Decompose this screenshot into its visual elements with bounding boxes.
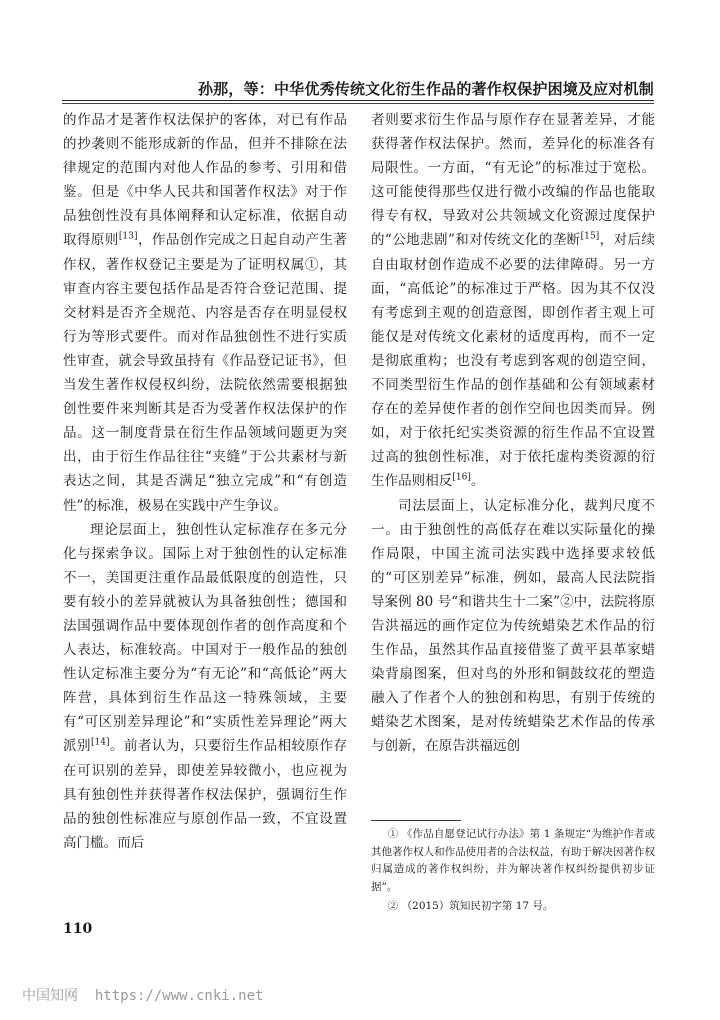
footnote-rule	[371, 820, 461, 821]
paragraph-text: 者则要求衍生作品与原作存在显著差异，才能获得著作权法保护。然而，差异化的标准各有局限性。一方面，“有无论”的标准过于宽松。这可能使得那些仅进行微小改编的作品也能取得专有权，导致对公共领域文化资源过度保护的“公地悲剧”和对传统文化的垄断	[371, 112, 655, 249]
footnote: ② （2015）筑知民初字第 17 号。	[387, 900, 554, 912]
footnote: ① 《作品自愿登记试行办法》第 1 条规定“为维护作者或其他著作权人和作品使用者的合法权益，有助于解决因著作权归属造成的著作权纠纷，并为解决著作权纠纷提供初步证据”。	[371, 828, 655, 893]
right-column	[371, 108, 655, 759]
footnotes	[371, 826, 655, 918]
header-rule-thin	[62, 103, 654, 104]
paragraph-text: 。	[471, 473, 485, 490]
paragraph-text: ，作品创作完成之日起自动产生著作权，著作权登记主要是为了证明权属①，其审查内容主要包括作品是否符合登记范围、提交材料是否齐全规范、内容是否存在明显侵权行为等形式要件。而对作品独创性不进行实质性审查，就会导致虽持有《作品登记证书》，但当发生著作权侵权纠纷，法院依然需要根据独创性要件来判断其是否为受著作权法保护的作品。这一制度背景在衍生作品领域问题更为突出，由于衍生作品往往“夹缝”于公共素材与新表达之间，其是否满足“独立完成”和“有创造性”的标准，极易在实践中产生争议。	[63, 232, 348, 514]
left-column	[63, 108, 347, 855]
paragraph-text: 。前者认为，只要衍生作品相较原作存在可识别的差异，即使差异较微小，也应视为具有独创性并获得著作权法保护，强调衍生作品的独创性标准应与原创作品一致，不宜设置高门槛。而后	[63, 738, 347, 851]
citation-ref[interactable]: [14]	[90, 737, 110, 748]
citation-ref[interactable]: [15]	[580, 231, 600, 242]
paragraph	[63, 518, 347, 855]
paragraph	[371, 494, 655, 759]
page-number: 110	[63, 921, 93, 937]
paragraph-text: 司法层面上，认定标准分化，裁判尺度不一。由于独创性的高低存在难以实际量化的操作局限，中国主流司法实践中选择要求较低的“可区别差异”标准，例如，最高人民法院指导案例 80 号“和谐共生十二案”②中，法院将原告洪福远的画作定位为传统蜡染艺术作品的衍生作品，虽然其作品直接借鉴了黄平县革家蜡染背扇图案，但对鸟的外形和铜鼓纹花的塑造融入了作者个人的独创和构思，有别于传统的蜡染艺术图案，是对传统蜡染艺术作品的传承与创新，在原告洪福远创	[371, 497, 655, 755]
running-header: 孙那，等：中华优秀传统文化衍生作品的著作权保护困境及应对机制	[197, 80, 654, 98]
paragraph-text: 理论层面上，独创性认定标准存在多元分化与探索争议。国际上对于独创性的认定标准不一，美国更注重作品最低限度的创造性，只要有较小的差异就被认为具备独创性；德国和法国强调作品中要体现创作者的创作高度和个人表达，标准较高。中国对于一般作品的独创性认定标准主要分为“有无论”和“高低论”两大阵营，具体到衍生作品这一特殊领域，主要有“可区别差异理论”和“实质性差异理论”两大派别	[63, 521, 347, 755]
paragraph	[63, 108, 347, 518]
citation-ref[interactable]: [13]	[118, 231, 138, 242]
paragraph-text: ，对后续自由取材创作造成不必要的法律障碍。另一方面，“高低论”的标准过于严格。因为其不仅没有考虑到主观的创造意图，即创作者主观上可能仅是对传统文化素材的适度再构，而不一定是彻底重构；也没有考虑到客观的创造空间，不同类型衍生作品的创作基础和公有领域素材存在的差异使作者的创作空间也因类而异。例如，对于依托纪实类资源的衍生作品不宜设置过高的独创性标准，对于依托虚构类资源的衍生作品则相反	[371, 232, 655, 490]
cnki-watermark: 中国知网 https://www.cnki.net	[22, 988, 264, 1004]
header-rule-thick	[62, 100, 654, 101]
paragraph-text: 的作品才是著作权法保护的客体，对已有作品的抄袭则不能形成新的作品，但并不排除在法律规定的范围内对他人作品的参考、引用和借鉴。但是《中华人民共和国著作权法》对于作品独创性没有具体阐释和认定标准，依据自动取得原则	[63, 112, 347, 249]
citation-ref[interactable]: [16]	[452, 472, 471, 483]
paragraph	[371, 108, 655, 494]
